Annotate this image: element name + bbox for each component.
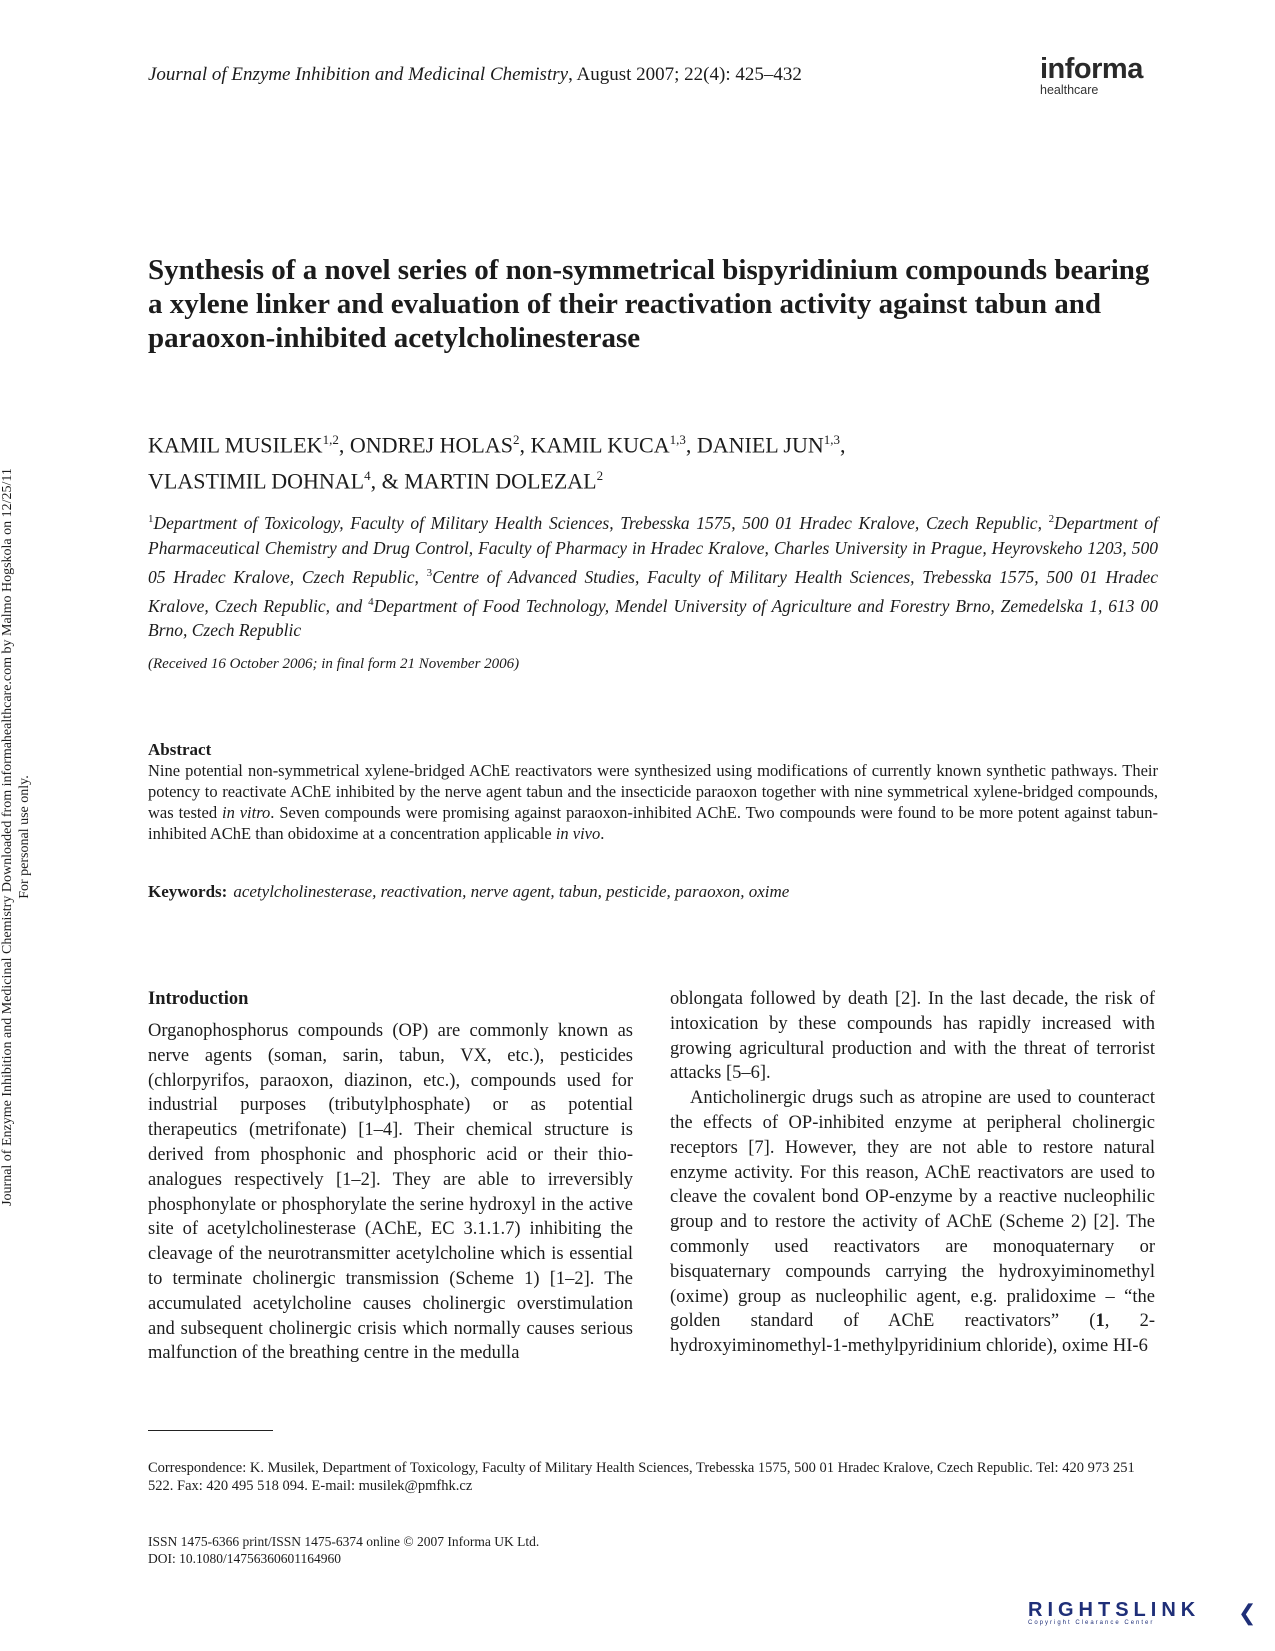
journal-citation	[148, 64, 802, 86]
paragraph: Organophosphorus compounds (OP) are commonly known as nerve agents (soman, sarin, tabun, VX, etc.), pesticides (chlorpyrifos, paraoxon, diazinon, etc.), compounds used for industrial purposes (tributylphosphate) or as potential therapeutics (metrifonate) [1–4]. Their chemical structure is derived from phosphonic and phosphoric acid or their thio-analogues respectively [1–2]. They are able to irreversibly phosphonylate or phosphorylate the serine hydroxyl in the active site of acetylcholinesterase (AChE, EC 3.1.1.7) inhibiting the cleavage of the neurotransmitter acetylcholine which is essential to terminate cholinergic transmission (Scheme 1) [1–2]. The accumulated acetylcholine causes cholinergic overstimulation and subsequent cholinergic crisis which normally causes serious malfunction of the breathing centre in the medulla	[148, 1021, 633, 1364]
author-name: KAMIL MUSILEK	[148, 432, 323, 458]
journal-name: Journal of Enzyme Inhibition and Medicinal Chemistry	[148, 64, 569, 85]
download-watermark: Journal of Enzyme Inhibition and Medicinal Chemistry Downloaded from informahealthcare.com by Malmo Hogskola on 12/25/11 For personal use only.	[0, 468, 32, 1206]
rightslink-subtext: Copyright Clearance Center	[1028, 1620, 1155, 1626]
journal-issue: , August 2007; 22(4): 425–432	[568, 64, 802, 85]
author-affiliation-mark: 2	[596, 468, 604, 484]
affiliations: $^1$Department of Toxicology, Faculty of Military Health Sciences, Trebesska 1575, 500 01 Hradec Kralove, Czech Republic, $^2$Department of Pharmaceutical Chemistry and Drug Control, Faculty of Pharmacy in Hradec Kralove, Charles University in Prague, Heyrovskeho 1203, 500 05 Hradec Kralove, Czech Republic, $^3$Centre of Advanced Studies, Faculty of Military Health Sciences, Trebesska 1575, 500 01 Hradec Kralove, Czech Republic, and $^4$Department of Food Technology, Mendel University of Agriculture and Forestry Brno, Zemedelska 1, 613 00 Brno, Czech Republic	[148, 512, 1158, 641]
body-right-column	[670, 987, 1155, 1359]
body-left-column	[148, 1019, 633, 1366]
paper-title: Synthesis of a novel series of non-symmetrical bispyridinium compounds bearing a xylene linker and evaluation of their reactivation activity against tabun and paraoxon-inhibited acetylcholinesterase	[148, 254, 1150, 354]
author-name: KAMIL KUCA	[530, 432, 670, 458]
abstract-heading: Abstract	[148, 740, 212, 759]
informa-logo	[1040, 54, 1160, 97]
introduction-heading: Introduction	[148, 989, 249, 1009]
author-name: ONDREJ HOLAS	[349, 432, 513, 458]
author-affiliation-mark: 1,3	[669, 432, 686, 447]
author-affiliation-mark: 2	[513, 432, 520, 447]
paragraph: Anticholinergic drugs such as atropine are used to counteract the effects of OP-inhibited enzyme at peripheral cholinergic receptors [7]. However, they are not able to restore natural enzyme activity. For this reason, AChE reactivators are used to cleave the covalent bond OP-enzyme by a reactive nucleophilic group and to restore the activity of AChE (Scheme 2) [2]. The commonly used reactivators are monoquaternary or bisquaternary compounds carrying the hydroxyiminomethyl (oxime) group as nucleophilic agent, e.g. pralidoxime – “the golden standard of AChE reactivators” (1, 2-hydroxyiminomethyl-1-methylpyridinium chloride), oxime HI-6	[670, 1088, 1155, 1357]
keywords	[148, 882, 1158, 902]
received-dates: (Received 16 October 2006; in final form 21 November 2006)	[148, 656, 520, 672]
logo-sub-text: healthcare	[1040, 83, 1099, 97]
paragraph: oblongata followed by death [2]. In the last decade, the risk of intoxication by these compounds has rapidly increased with growing agricultural production and with the threat of terrorist attacks [5–6].	[670, 989, 1155, 1084]
rightslink-logo[interactable]	[1028, 1599, 1258, 1637]
issn-doi	[148, 1533, 539, 1567]
doi-line: DOI: 10.1080/14756360601164960	[148, 1551, 341, 1566]
issn-line: ISSN 1475-6366 print/ISSN 1475-6374 online © 2007 Informa UK Ltd.	[148, 1534, 540, 1549]
rightslink-text: RIGHTSLINK	[1028, 1599, 1201, 1621]
author-name: DANIEL JUN	[696, 432, 824, 458]
logo-main-text: informa	[1040, 53, 1143, 85]
correspondence-note: Correspondence: K. Musilek, Department of Toxicology, Faculty of Military Health Sciences, Trebesska 1575, 500 01 Hradec Kralove, Czech Republic. Tel: 420 973 251 522. Fax: 420 495 518 094. E-mail: musilek@pmfhk.cz	[148, 1460, 1135, 1494]
keywords-label: Keywords:	[148, 882, 228, 901]
chevron-icon: ❮	[1238, 1601, 1257, 1626]
abstract-text: Nine potential non-symmetrical xylene-bridged AChE reactivators were synthesized using modifications of currently known synthetic pathways. Their potency to reactivate AChE inhibited by the nerve agent tabun and the insecticide paraoxon together with nine symmetrical xylene-bridged compounds, was tested in vitro. Seven compounds were promising against paraoxon-inhibited AChE. Two compounds were found to be more potent against tabun-inhibited AChE than obidoxime at a concentration applicable in vivo.	[148, 761, 1158, 843]
keywords-text: acetylcholinesterase, reactivation, nerve agent, tabun, pesticide, paraoxon, oxime	[233, 882, 790, 901]
footnote-rule	[148, 1430, 273, 1431]
author-name: VLASTIMIL DOHNAL	[148, 468, 365, 494]
author-affiliation-mark: 1,3	[823, 432, 841, 447]
author-list: KAMIL MUSILEK$^{1,2}$, ONDREJ HOLAS$^2$, KAMIL KUCA$^{1,3}$, DANIEL JUN$^{1,3}$, VLASTIMIL DOHNAL$^4$, & MARTIN DOLEZAL$^2$	[148, 432, 846, 494]
author-name: MARTIN DOLEZAL	[404, 468, 597, 494]
author-affiliation-mark: 4	[364, 468, 371, 484]
author-affiliation-mark: 1,2	[322, 432, 339, 447]
